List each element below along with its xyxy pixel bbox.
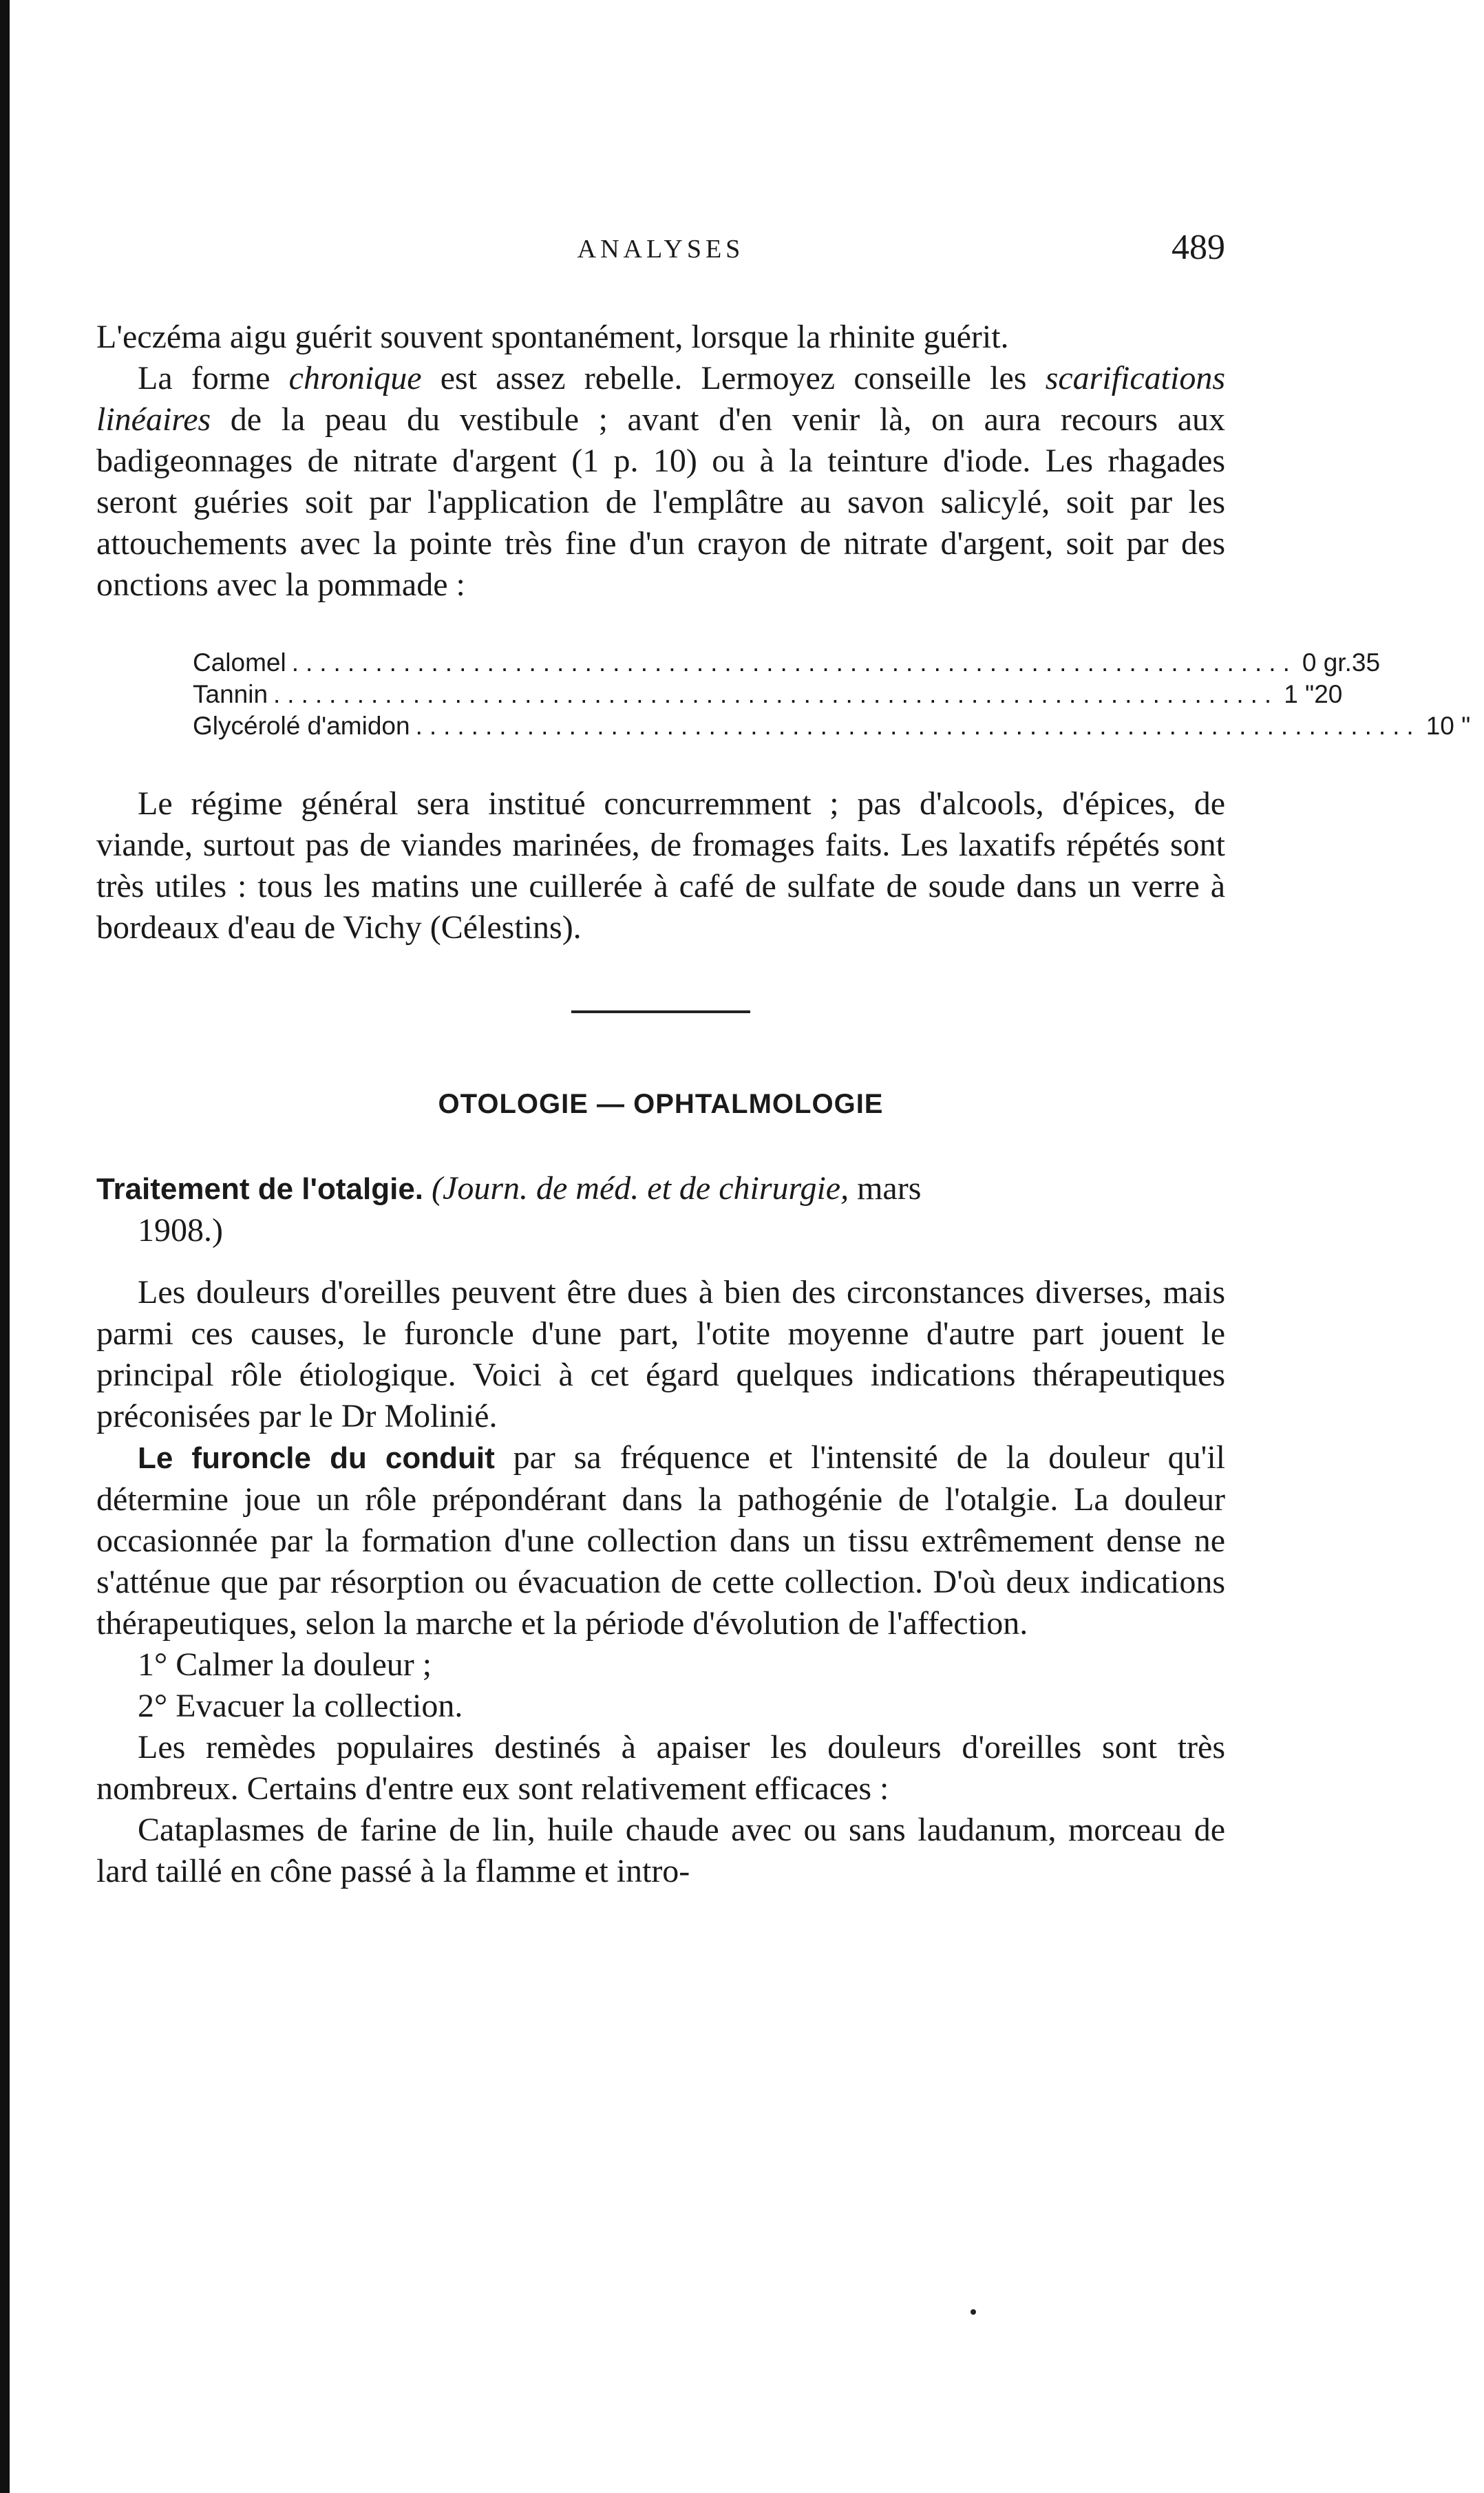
paragraph-regime: Le régime général sera institué concurremment ; pas d'alcools, d'épices, de viande, surtout pas de viandes marinées, de fromages faits. Les laxatifs répétés sont très utiles : tous les matins une cuillerée à café de sulfate de soude dans un verre à bordeaux d'eau de Vichy (Célestins). (96, 785, 1225, 946)
leader-dots: ........................................................................ (291, 648, 1297, 677)
paragraph-causes: Les douleurs d'oreilles peuvent être dues à bien des circonstances diverses, mais parmi ces causes, le furoncle d'une part, l'otite moyenne d'autre part jouent le principal rôle étiologique. Voici à cet égard quelques indications thérapeutiques préconisées par le Dr Molinié. (96, 1274, 1225, 1434)
ingredient-quantity: 1 " (1284, 680, 1315, 708)
article-heading (96, 1168, 1225, 1251)
print-speck (971, 2309, 976, 2315)
leader-dots: ........................................................................ (273, 680, 1279, 708)
text-part: par sa fréquence et l'intensité de la douleur qu'il détermine joue un rôle prépondérant dans la pathogénie de l'otalgie. La douleur occasionnée par la formation d'une collection dans un tissu extrêmement dense ne s'atténue que par résorption ou évacuation de cette collection. D'où deux indications thérapeutiques, selon la marche et la période d'évolution de l'affection. (96, 1439, 1225, 1642)
spacer (96, 1251, 1225, 1272)
ingredient-name: Glycérolé d'amidon (193, 712, 410, 740)
article-source-year: 1908.) (138, 1212, 223, 1249)
paragraph-chronic-form (96, 358, 1225, 606)
list-item: 2° Evacuer la collection. (138, 1688, 463, 1724)
leader-dots: ........................................................................ (415, 712, 1421, 740)
ingredient-quantity: 10 " (1425, 712, 1471, 740)
bold-lead-furoncle: Le furoncle du conduit (138, 1441, 495, 1475)
page-number: 489 (1172, 228, 1225, 267)
text-part: La forme (138, 360, 289, 396)
paragraph-eczema: L'eczéma aigu guérit souvent spontanément, lorsque la rhinite guérit. (96, 319, 1009, 355)
article-title: Traitement de l'otalgie. (96, 1172, 424, 1206)
ingredient-quantity: 0 gr. (1302, 648, 1352, 677)
article-source: (Journ. de méd. et de chirurgie, (432, 1170, 849, 1207)
list-item: 1° Calmer la douleur ; (138, 1646, 432, 1683)
ingredient-fraction: 20 (1314, 680, 1343, 708)
emphasis-chronique: chronique (288, 360, 422, 396)
emphasis-scarifications: scarifications linéaires (96, 360, 1226, 438)
text-part: est assez rebelle. Lermoyez conseille les (421, 360, 1046, 396)
paragraph-remedes: Les remèdes populaires destinés à apaiser les douleurs d'oreilles sont très nombreux. Certains d'entre eux sont relativement efficaces : (96, 1729, 1225, 1807)
section-separator (571, 1010, 750, 1013)
paragraph-furoncle (96, 1437, 1225, 1644)
ingredient-fraction: 35 (1351, 648, 1381, 677)
prescription-row (193, 647, 1381, 679)
section-heading: OTOLOGIE — OPHTALMOLOGIE (438, 1089, 884, 1119)
page-edge-rule (0, 0, 10, 2493)
prescription-list (193, 647, 1471, 742)
prescription-row (193, 710, 1471, 742)
ingredient-name: Calomel (193, 648, 286, 677)
prescription-row (193, 679, 1343, 710)
paragraph-cataplasmes: Cataplasmes de farine de lin, huile chaude avec ou sans laudanum, morceau de lard taillé en cône passé à la flamme et intro- (96, 1812, 1225, 1889)
ingredient-name: Tannin (193, 680, 268, 708)
text-part: de la peau du vestibule ; avant d'en venir là, on aura recours aux badigeonnages de nitrate d'argent (1 p. 10) ou à la teinture d'iode. Les rhagades seront guéries soit par l'application de l'emplâtre au savon salicylé, soit par les attouchements avec la pointe très fine d'un crayon de nitrate d'argent, soit par des onctions avec la pommade : (96, 401, 1225, 603)
running-title: ANALYSES (577, 235, 745, 264)
running-header (96, 227, 1225, 275)
article-source-date: mars (849, 1170, 922, 1207)
page (96, 227, 1471, 1892)
